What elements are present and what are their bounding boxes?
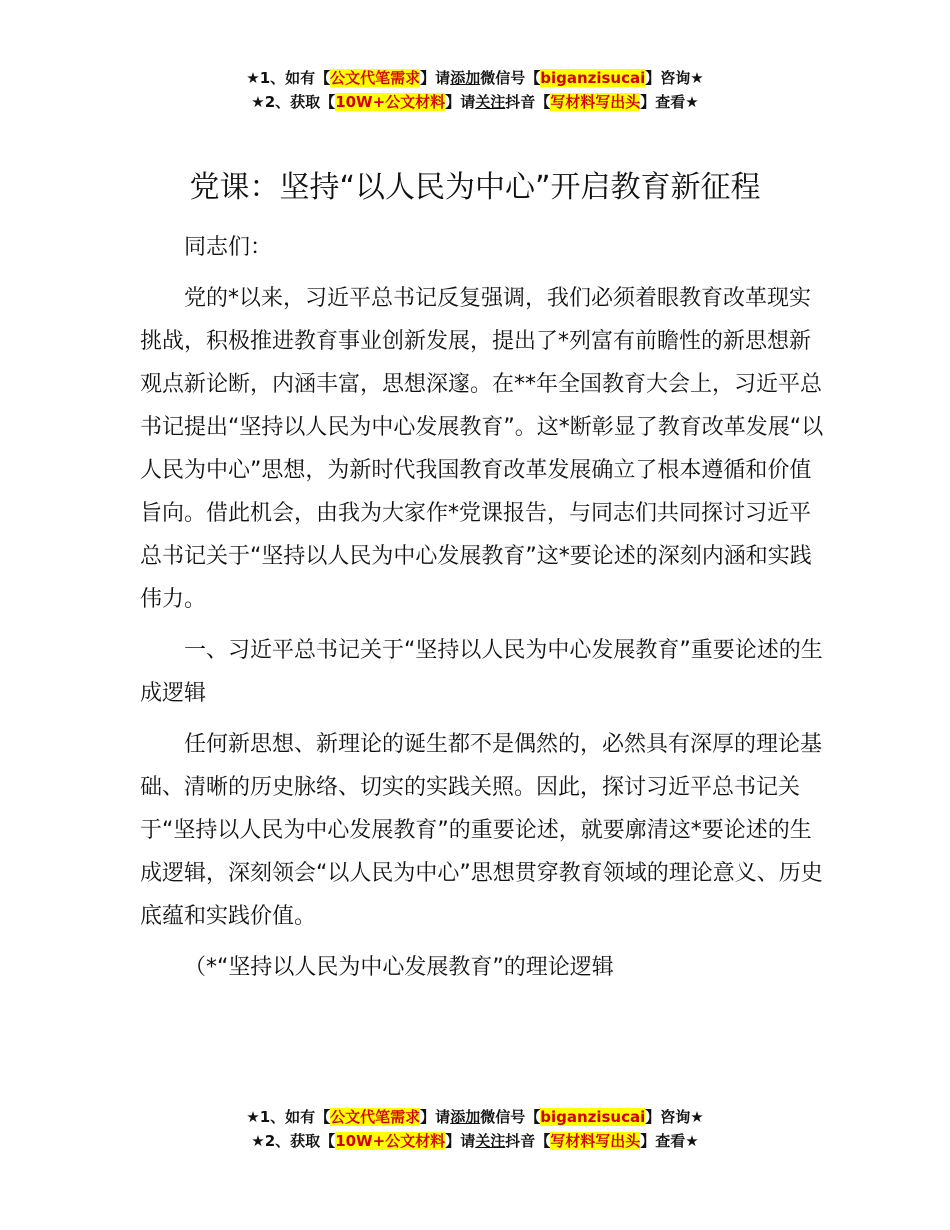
document-title: 党课：坚持“以人民为中心”开启教育新征程 [189, 170, 761, 205]
paragraph-section-1: 任何新思想、新理论的诞生都不是偶然的，必然具有深厚的理论基础、清晰的历史脉络、切实的实践关照。因此，探讨习近平总书记关于“坚持以人民为中心发展教育”的重要论述，就要廓清这*要论述的生成逻辑，深刻领会“以人民为中心”思想贯穿教育领域的理论意义、历史底蕴和实践价值。 [140, 732, 823, 929]
highlight-wechat-id: biganzisucai [540, 69, 646, 87]
footer-banner [0, 1105, 950, 1153]
header-banner [0, 66, 950, 114]
document-body [140, 226, 830, 997]
highlight-service: 公文代笔需求 [330, 69, 421, 87]
highlight-douyin-account: 写材料写出头 [550, 93, 641, 111]
footer-banner-line-1: ★1、如有【公文代笔需求】请添加微信号【biganzisucai】咨询★ [246, 1108, 704, 1126]
paragraph-intro: 党的*以来，习近平总书记反复强调，我们必须着眼教育改革现实挑战，积极推进教育事业创新发展，提出了*列富有前瞻性的新思想新观点新论断，内涵丰富，思想深邃。在**年全国教育大会上，习近平总书记提出“坚持以人民为中心发展教育”。这*断彰显了教育改革发展“以人民为中心”思想，为新时代我国教育改革发展确立了根本遵循和价值旨向。借此机会，由我为大家作*党课报告，与同志们共同探讨习近平总书记关于“坚持以人民为中心发展教育”这*要论述的深刻内涵和实践伟力。 [140, 286, 824, 612]
subsection-heading-1: （*“坚持以人民为中心发展教育”的理论逻辑 [184, 955, 614, 980]
salutation: 同志们： [184, 235, 273, 260]
banner-line-1: ★1、如有【公文代笔需求】请添加微信号【biganzisucai】咨询★ [246, 69, 704, 87]
footer-banner-line-2: ★2、获取【10W+公文材料】请关注抖音【写材料写出头】查看★ [251, 1132, 699, 1150]
section-heading-1: 一、习近平总书记关于“坚持以人民为中心发展教育”重要论述的生成逻辑 [140, 638, 823, 706]
banner-line-2: ★2、获取【10W+公文材料】请关注抖音【写材料写出头】查看★ [251, 93, 699, 111]
highlight-materials: 10W+公文材料 [335, 93, 446, 111]
